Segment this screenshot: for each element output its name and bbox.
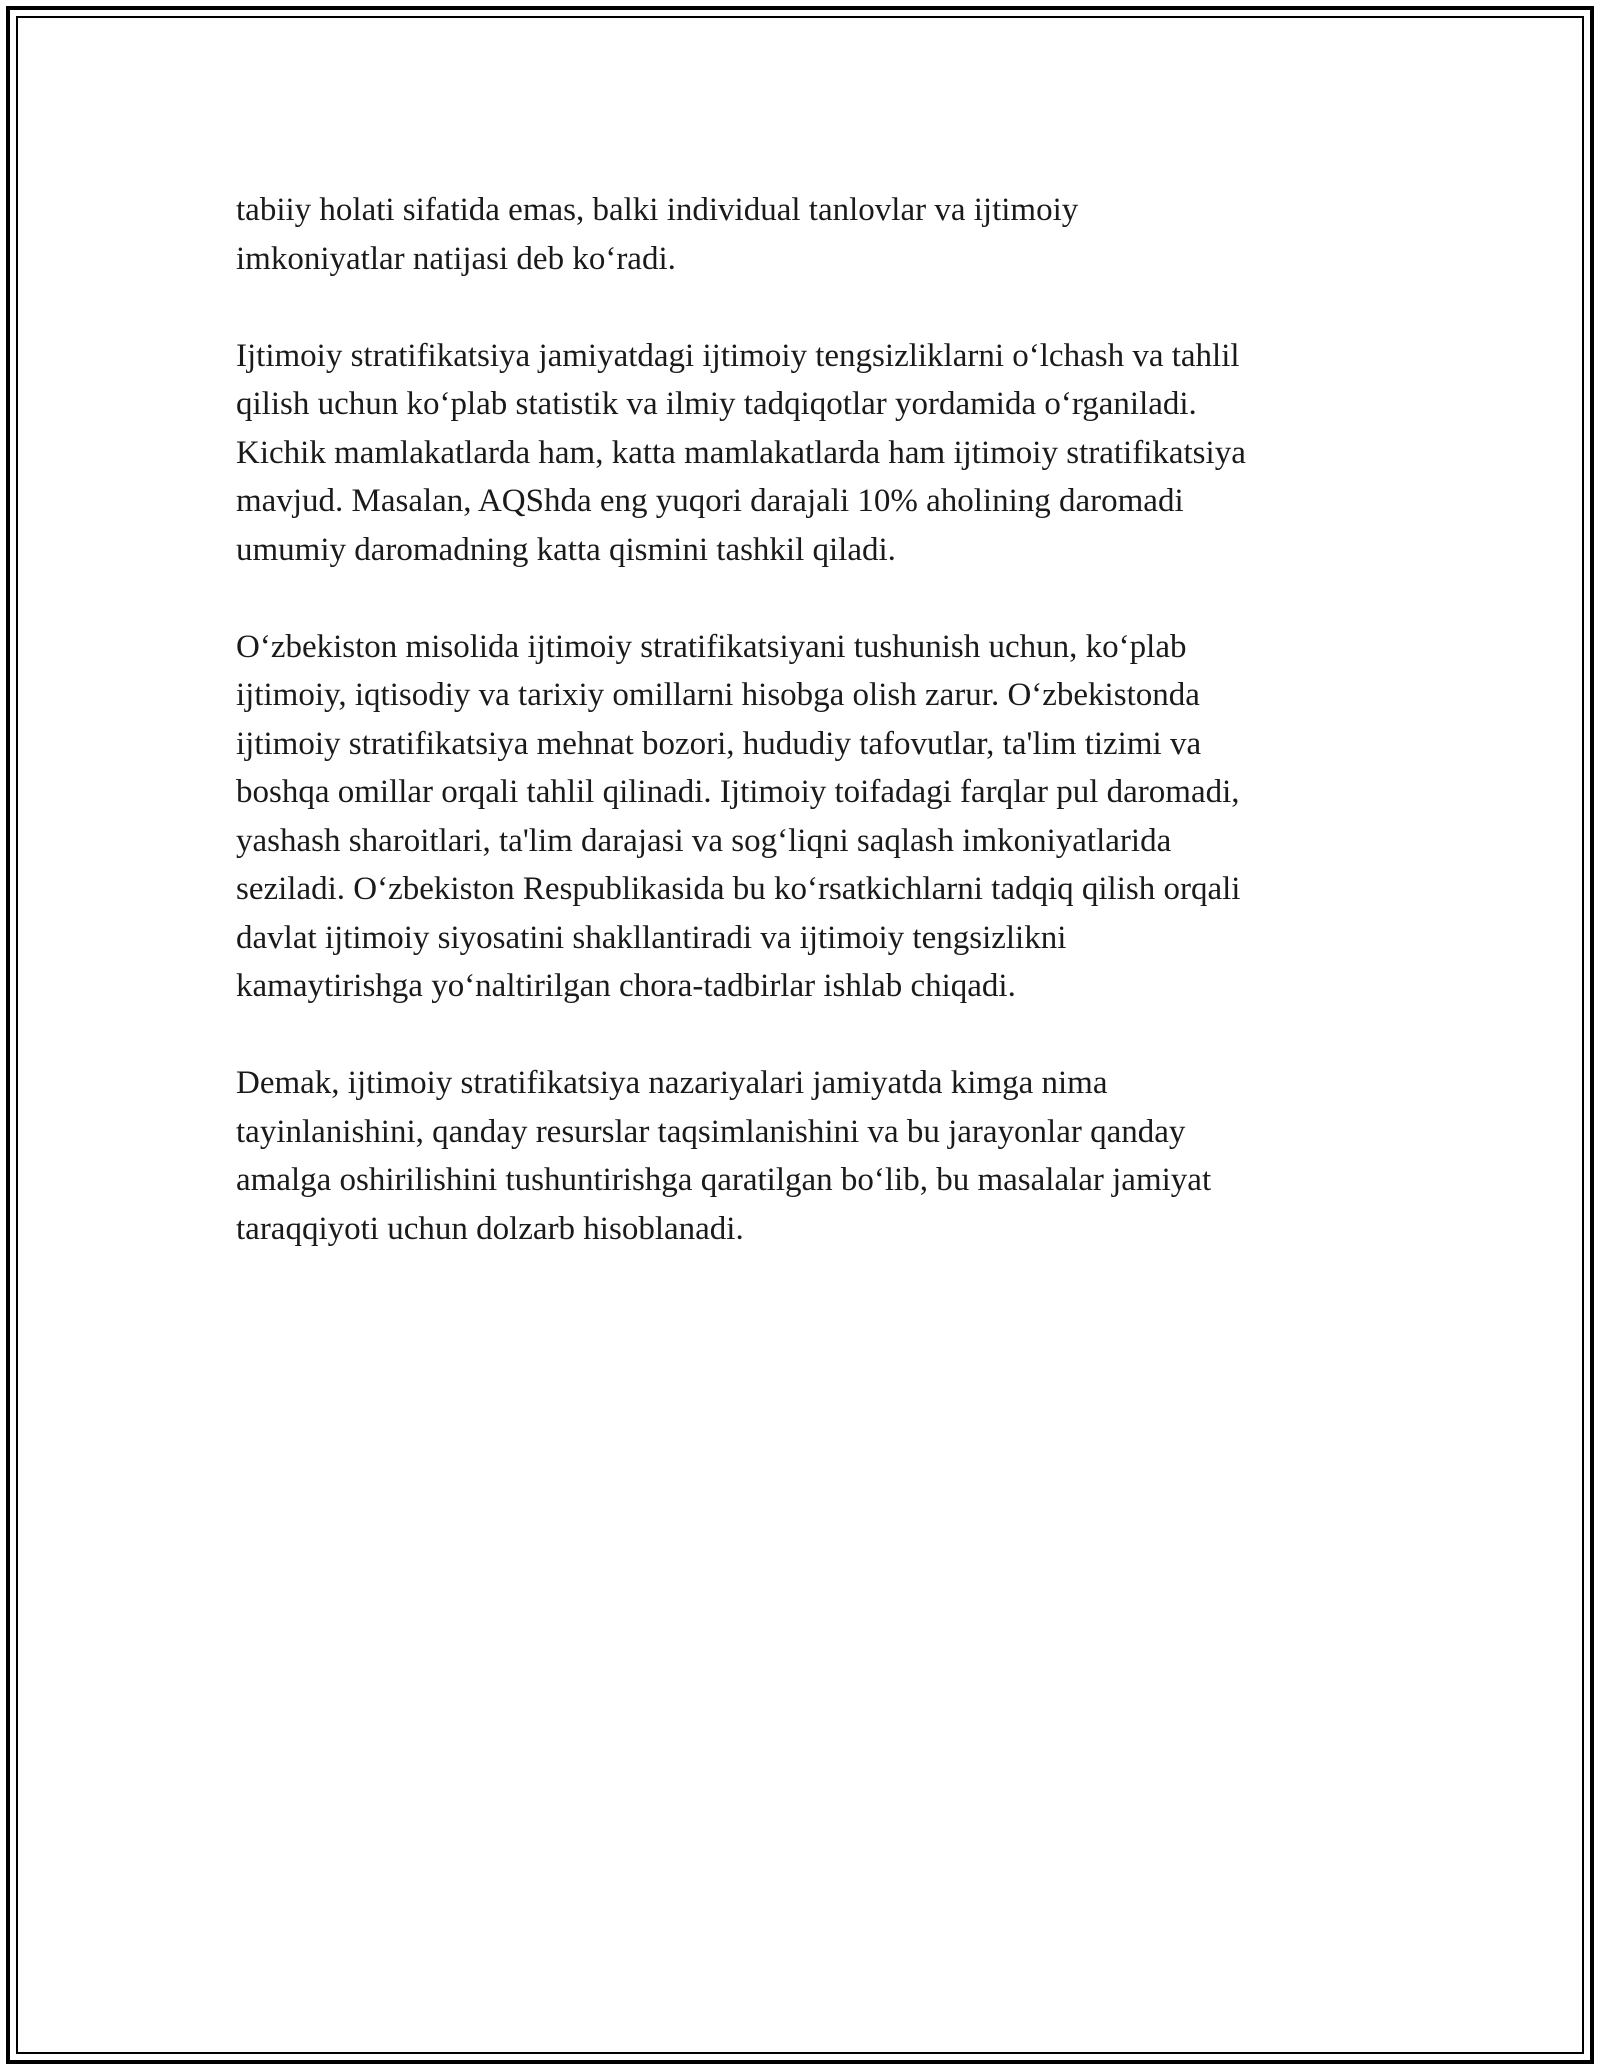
paragraph-1: tabiiy holati sifatida emas, balki individual tanlovlar va ijtimoiy imkoniyatlar natijasi deb ko‘radi. [236,192,1079,277]
paragraph-4: Demak, ijtimoiy stratifikatsiya nazariyalari jamiyatda kimga nima tayinlanishini, qanday resurslar taqsimlanishini va bu jarayonlar qanday amalga oshirilishini tushuntirishga qaratilgan bo‘lib, bu masalalar jamiyat taraqqiyoti uchun dolzarb hisoblanadi. [236,1065,1212,1247]
paragraph-3: O‘zbekiston misolida ijtimoiy stratifikatsiyani tushunish uchun, ko‘plab ijtimoiy, iqtisodiy va tarixiy omillarni hisobga olish zarur. O‘zbekistonda ijtimoiy stratifikatsiya mehnat bozori, hududiy tafovutlar, ta'lim tizimi va boshqa omillar orqali tahlil qilinadi. Ijtimoiy toifadagi farqlar pul daromadi, yashash sharoitlari, ta'lim darajasi va sog‘liqni saqlash imkoniyatlarida seziladi. O‘zbekiston Respublikasida bu ko‘rsatkichlarni tadqiq qilish orqali davlat ijtimoiy siyosatini shakllantiradi va ijtimoiy tengsizlikni kamaytirishga yo‘naltirilgan chora-tadbirlar ishlab chiqadi. [236,628,1241,1004]
document-body [236,186,1386,1302]
paragraph-2: Ijtimoiy stratifikatsiya jamiyatdagi ijtimoiy tengsizliklarni o‘lchash va tahlil qilish uchun ko‘plab statistik va ilmiy tadqiqotlar yordamida o‘rganiladi. Kichik mamlakatlarda ham, katta mamlakatlarda ham ijtimoiy stratifikatsiya mavjud. Masalan, AQShda eng yuqori darajali 10% aholining daromadi umumiy daromadning katta qismini tashkil qiladi. [236,337,1246,568]
